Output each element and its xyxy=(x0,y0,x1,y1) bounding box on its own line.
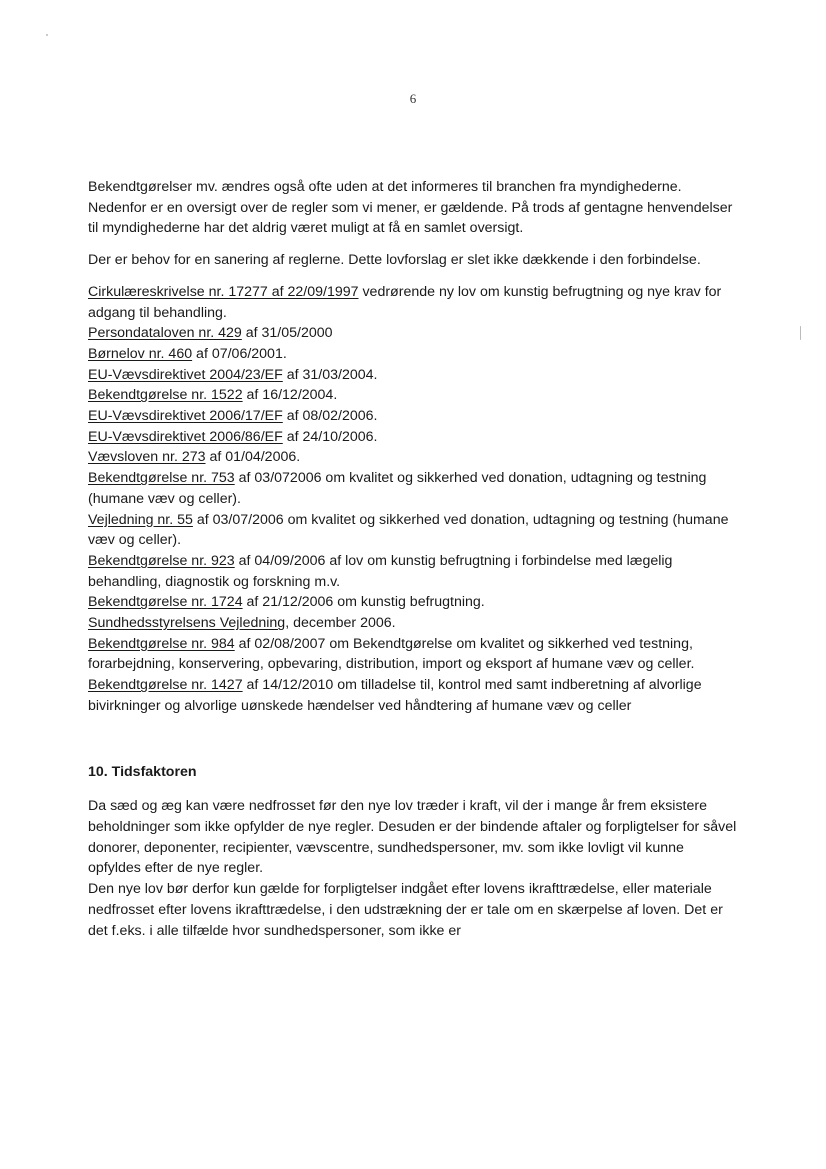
paragraph: Bekendtgørelser mv. ændres også ofte uden at det informeres til branchen fra myndighederne. Nedenfor er en oversigt over de regler som vi mener, er gældende. På trods af gentagne henvendelser til myndighederne har det aldrig været muligt at få en samlet oversigt. xyxy=(88,179,733,237)
reference-link[interactable]: Bekendtgørelse nr. 923 xyxy=(88,552,235,569)
reference-link[interactable]: Cirkulæreskrivelse nr. 17277 af 22/09/1997 xyxy=(88,283,359,300)
reference-item xyxy=(88,427,738,448)
scan-speck xyxy=(46,34,48,36)
paragraph: Da sæd og æg kan være nedfrosset før den nye lov træder i kraft, vil der i mange år frem eksistere beholdninger som ikke opfylder de nye regler. Desuden er der bindende aftaler og forpligtelser for såvel donorer, deponenter, recipienter, vævscentre, sundhedspersoner, mv. som ikke lovligt vil kunne opfyldes efter de nye regler. xyxy=(88,798,737,877)
reference-text: af 24/10/2006. xyxy=(282,428,378,445)
reference-item xyxy=(88,282,738,323)
reference-link[interactable]: Bekendtgørelse nr. 1724 xyxy=(88,594,243,611)
reference-link[interactable]: Vejledning nr. 55 xyxy=(88,511,193,528)
reference-link[interactable]: Bekendtgørelse nr. 1427 xyxy=(88,677,243,694)
reference-text: af 04/09/2006 af lov om kunstig befrugtning i forbindelse med lægelig behandling, diagnostik og forskning m.v. xyxy=(88,552,673,590)
reference-link[interactable]: Sundhedsstyrelsens Vejledning xyxy=(88,615,286,632)
document-body xyxy=(88,177,738,941)
page-number: 6 xyxy=(409,91,417,106)
reference-text: af 02/08/2007 om Bekendtgørelse om kvalitet og sikkerhed ved testning, forarbejdning, konservering, opbevaring, distribution, import og eksport af humane væv og celler. xyxy=(88,635,695,673)
reference-link[interactable]: Persondataloven nr. 429 xyxy=(88,325,242,342)
reference-item xyxy=(88,447,738,468)
reference-link[interactable]: Bekendtgørelse nr. 984 xyxy=(88,635,235,652)
reference-link[interactable]: Vævsloven nr. 273 xyxy=(88,449,206,466)
reference-text: af 03/072006 om kvalitet og sikkerhed ved donation, udtagning og testning (humane væv og celler). xyxy=(88,470,707,507)
reference-item xyxy=(88,344,738,365)
reference-link[interactable]: Bekendtgørelse nr. 753 xyxy=(88,470,235,487)
reference-text: af 07/06/2001. xyxy=(192,345,287,362)
reference-text: af 01/04/2006. xyxy=(205,449,301,466)
reference-item xyxy=(88,675,738,716)
reference-text: af 14/12/2010 om tilladelse til, kontrol med samt indberetning af alvorlige bivirkninger og alvorlige uønskede hændelser ved håndtering af humane væv og celler xyxy=(88,677,702,714)
reference-item xyxy=(88,634,738,675)
reference-item xyxy=(88,406,738,427)
reference-text: vedrørende ny lov om kunstig befrugtning og nye krav for adgang til behandling. xyxy=(88,283,722,321)
reference-item xyxy=(88,468,738,509)
reference-text: af 03/07/2006 om kvalitet og sikkerhed ved donation, udtagning og testning (humane væv og celler). xyxy=(88,511,729,549)
reference-link[interactable]: EU-Vævsdirektivet 2004/23/EF xyxy=(88,366,283,383)
section-heading: 10. Tidsfaktoren xyxy=(88,763,197,780)
reference-text: , december 2006. xyxy=(285,615,396,632)
reference-item xyxy=(88,613,738,634)
reference-link[interactable]: EU-Vævsdirektivet 2006/17/EF xyxy=(88,408,283,425)
reference-item xyxy=(88,510,738,551)
reference-text: af 16/12/2004. xyxy=(242,387,338,404)
reference-text: af 21/12/2006 om kunstig befrugtning. xyxy=(242,594,485,611)
reference-text: af 08/02/2006. xyxy=(282,408,378,425)
paragraph: Den nye lov bør derfor kun gælde for forpligtelser indgået efter lovens ikrafttrædelse, eller materiale nedfrosset efter lovens ikrafttrædelse, i den udstrækning der er tale om en skærpelse af loven. Det er det f.eks. i alle tilfælde hvor sundhedspersoner, som ikke er xyxy=(88,881,723,939)
scan-speck xyxy=(800,326,801,340)
reference-item xyxy=(88,385,738,406)
reference-link[interactable]: EU-Vævsdirektivet 2006/86/EF xyxy=(88,428,283,445)
reference-item xyxy=(88,365,738,386)
reference-item xyxy=(88,592,738,613)
reference-item xyxy=(88,323,738,344)
reference-list xyxy=(88,282,738,717)
reference-text: af 31/03/2004. xyxy=(282,366,378,383)
reference-item xyxy=(88,551,738,592)
reference-link[interactable]: Børnelov nr. 460 xyxy=(88,345,193,362)
paragraph: Der er behov for en sanering af reglerne. Dette lovforslag er slet ikke dækkende i den forbindelse. xyxy=(88,252,701,269)
reference-link[interactable]: Bekendtgørelse nr. 1522 xyxy=(88,387,243,404)
reference-text: af 31/05/2000 xyxy=(241,325,333,342)
